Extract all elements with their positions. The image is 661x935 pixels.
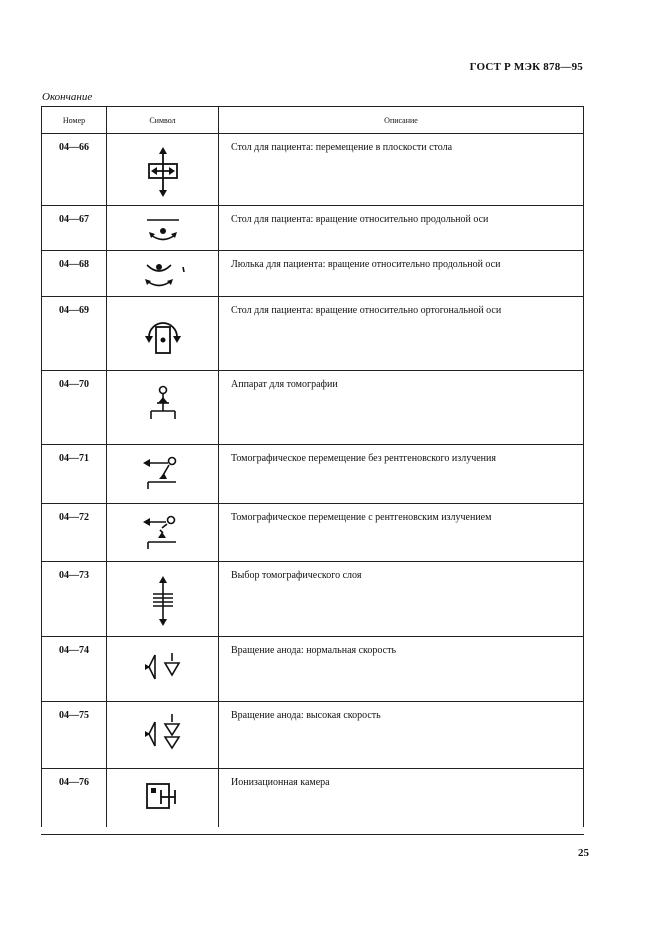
tomography-apparatus-icon <box>143 383 183 425</box>
symbol-description: Стол для пациента: вращение относительно продольной оси <box>219 206 584 251</box>
symbol-description: Аппарат для томографии <box>219 371 584 445</box>
symbols-table <box>41 106 584 827</box>
table-row <box>42 637 584 702</box>
table-bottom-rule <box>41 834 584 835</box>
symbol-number: 04—72 <box>42 504 107 562</box>
document-header: ГОСТ Р МЭК 878—95 <box>469 61 583 73</box>
symbol-number: 04—76 <box>42 769 107 827</box>
symbol-cell <box>107 371 219 445</box>
page-number: 25 <box>578 847 589 859</box>
anode-rotation-normal-speed-icon <box>139 647 187 687</box>
table-row <box>42 445 584 504</box>
table-row <box>42 134 584 206</box>
symbol-number: 04—73 <box>42 562 107 637</box>
column-header-number: Номер <box>42 107 107 134</box>
symbol-cell <box>107 504 219 562</box>
symbol-cell <box>107 562 219 637</box>
symbol-description: Выбор томографического слоя <box>219 562 584 637</box>
table-row <box>42 251 584 297</box>
continuation-label: Окончание <box>42 91 93 103</box>
table-row <box>42 702 584 769</box>
symbol-number: 04—71 <box>42 445 107 504</box>
symbol-description: Вращение анода: высокая скорость <box>219 702 584 769</box>
symbol-description: Ионизационная камера <box>219 769 584 827</box>
symbol-cell <box>107 206 219 251</box>
symbol-cell <box>107 297 219 371</box>
symbol-number: 04—67 <box>42 206 107 251</box>
symbol-description: Стол для пациента: вращение относительно ортогональной оси <box>219 297 584 371</box>
anode-rotation-high-speed-icon <box>139 710 187 756</box>
symbol-cell <box>107 637 219 702</box>
symbol-cell <box>107 445 219 504</box>
table-row <box>42 371 584 445</box>
column-header-symbol: Символ <box>107 107 219 134</box>
symbol-number: 04—69 <box>42 297 107 371</box>
table-row <box>42 504 584 562</box>
symbol-description: Томографическое перемещение с рентгеновским излучением <box>219 504 584 562</box>
symbol-description: Вращение анода: нормальная скорость <box>219 637 584 702</box>
symbol-description: Стол для пациента: перемещение в плоскости стола <box>219 134 584 206</box>
table-row <box>42 206 584 251</box>
patient-table-orthogonal-rotation-icon <box>141 311 185 361</box>
symbol-number: 04—66 <box>42 134 107 206</box>
ionization-chamber-icon <box>141 777 185 815</box>
patient-cradle-longitudinal-rotation-icon <box>133 257 193 291</box>
tomographic-movement-without-xray-icon <box>138 451 188 493</box>
table-row <box>42 297 584 371</box>
symbol-cell <box>107 769 219 827</box>
tomographic-movement-with-xray-icon <box>138 510 188 552</box>
tomographic-layer-selection-icon <box>145 574 181 628</box>
symbol-cell <box>107 134 219 206</box>
patient-table-planar-movement-icon <box>143 142 183 202</box>
symbol-number: 04—74 <box>42 637 107 702</box>
table-header-row <box>42 107 584 134</box>
table-row <box>42 562 584 637</box>
symbol-cell <box>107 251 219 297</box>
symbol-number: 04—75 <box>42 702 107 769</box>
symbol-description: Томографическое перемещение без рентгеновского излучения <box>219 445 584 504</box>
symbol-number: 04—70 <box>42 371 107 445</box>
table-row <box>42 769 584 827</box>
column-header-description: Описание <box>219 107 584 134</box>
symbol-number: 04—68 <box>42 251 107 297</box>
patient-table-longitudinal-rotation-icon <box>141 214 185 246</box>
symbol-cell <box>107 702 219 769</box>
symbol-description: Люлька для пациента: вращение относительно продольной оси <box>219 251 584 297</box>
